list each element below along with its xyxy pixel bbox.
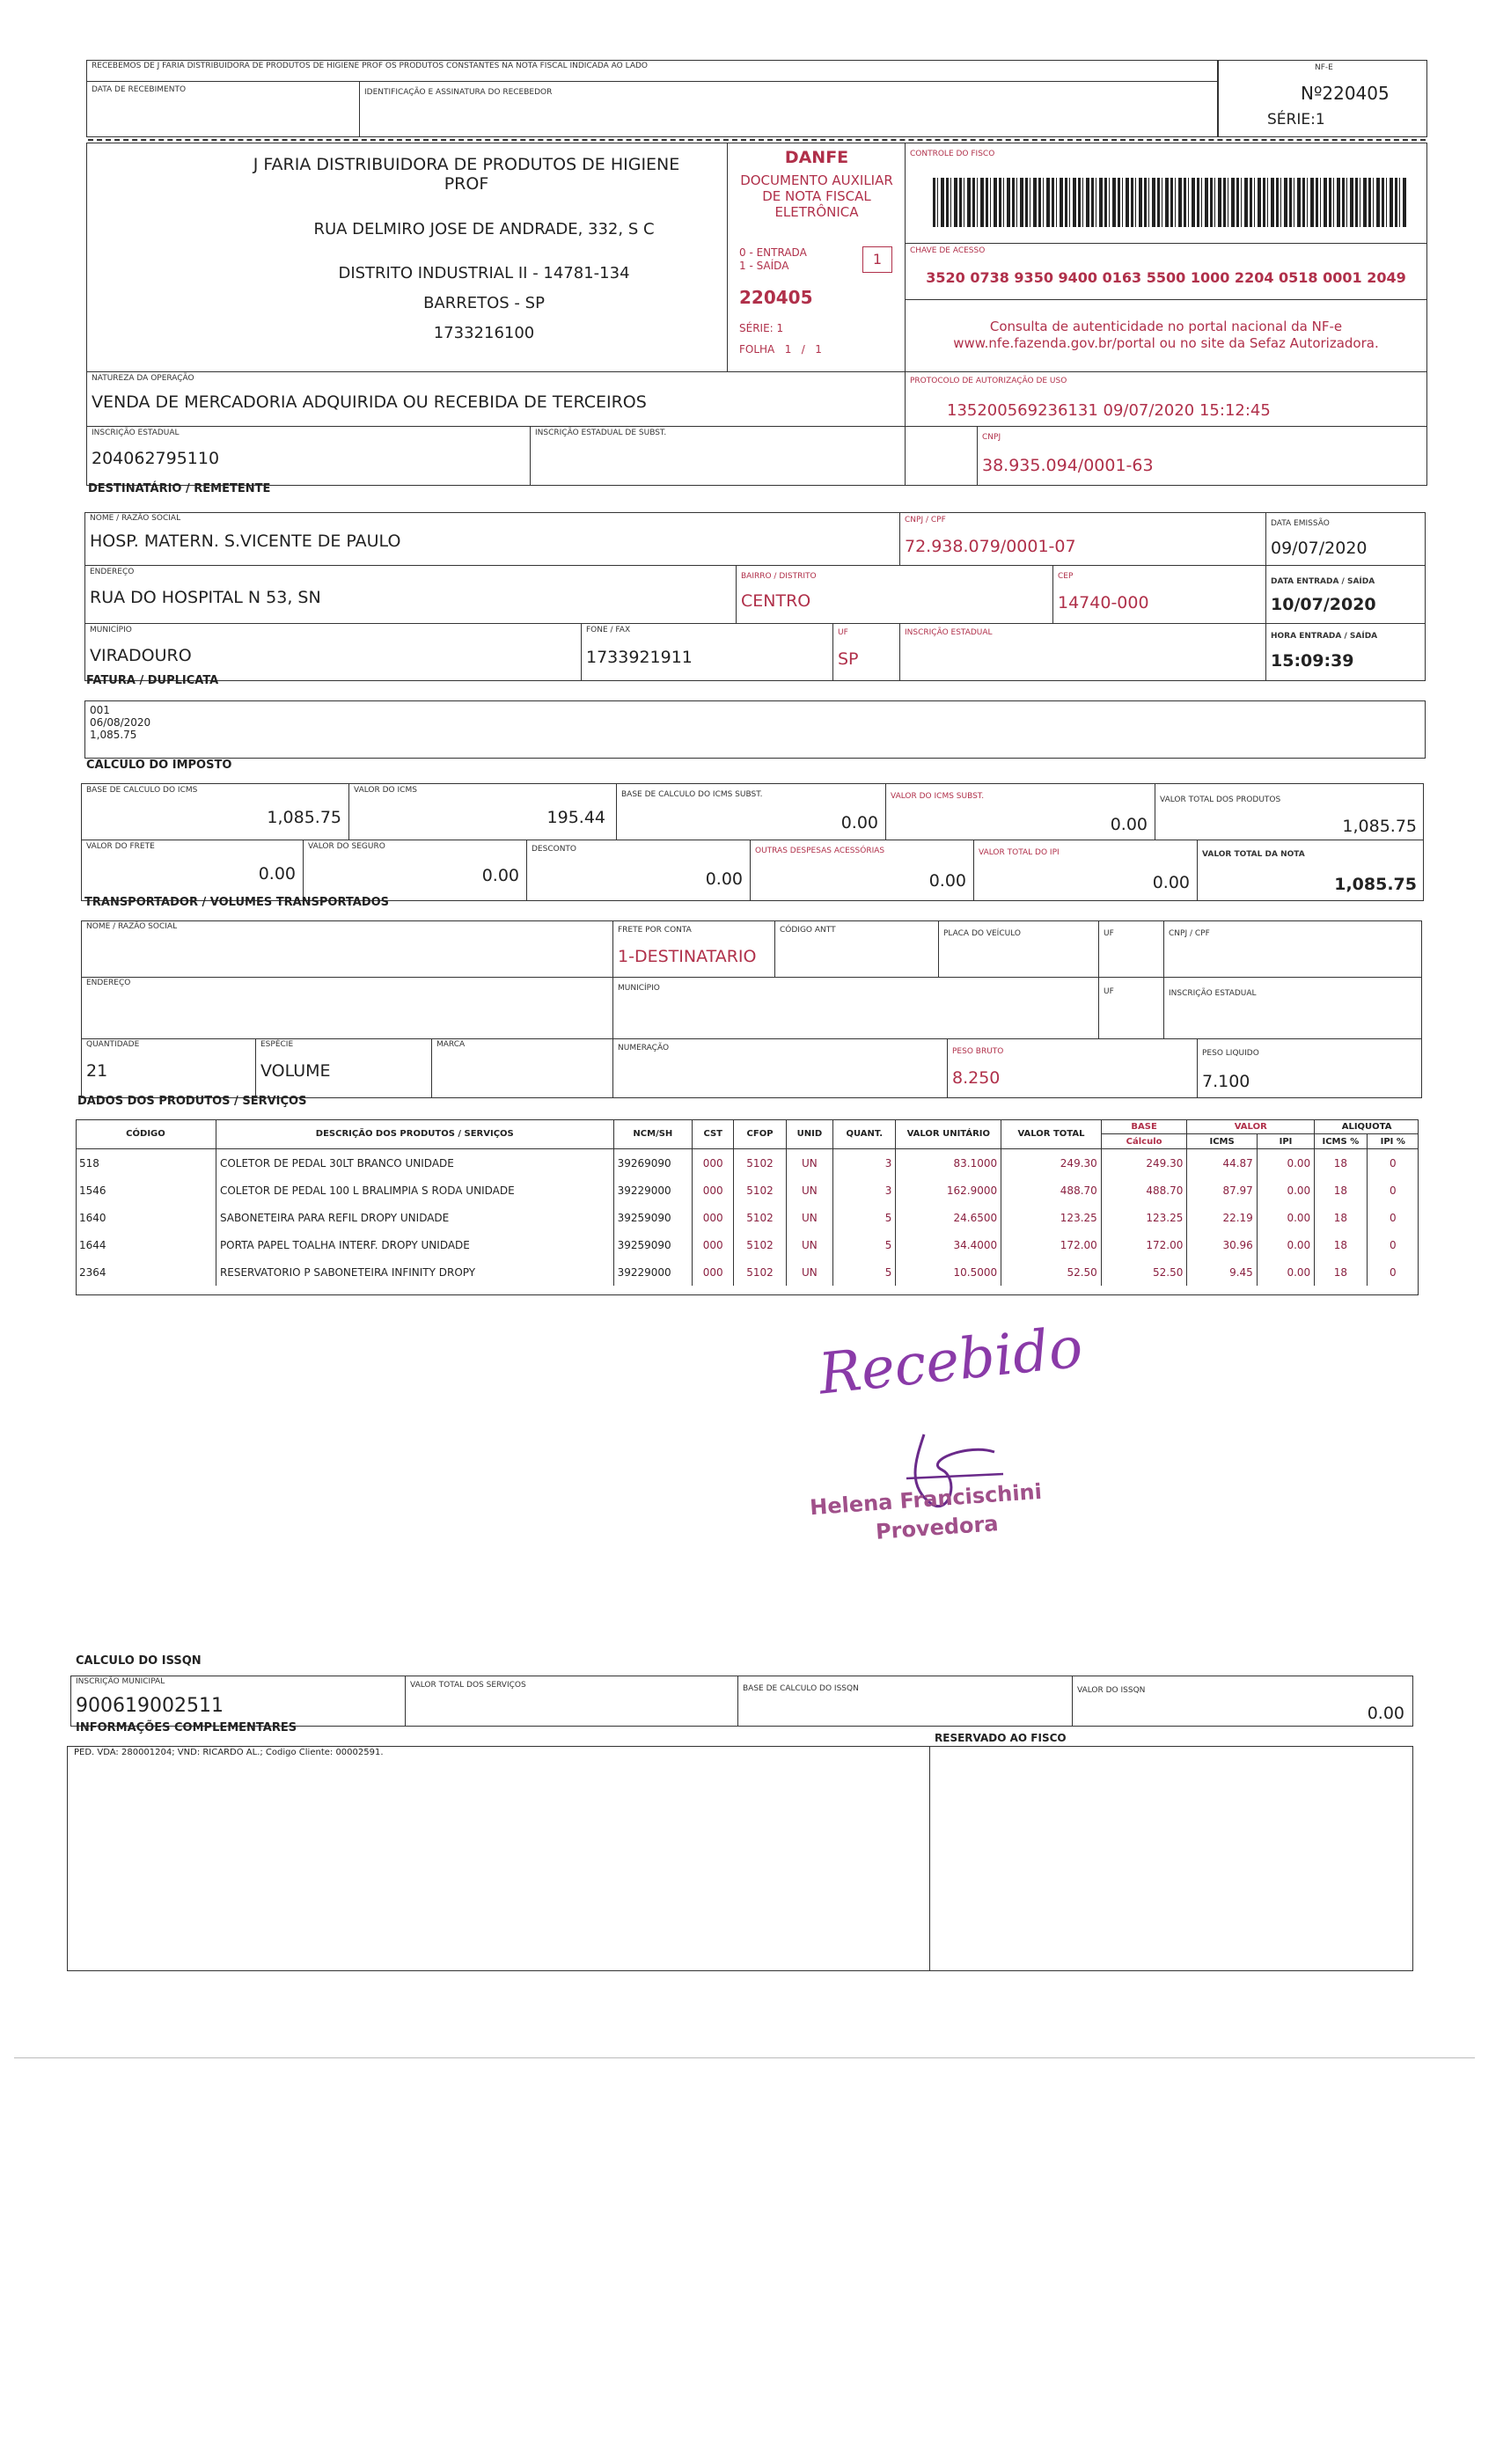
table-row [76,1177,1419,1204]
cell-ipi: 0.00 [1257,1258,1314,1286]
invoice-box [84,700,1426,759]
carrier-ie-label: INSCRIÇÃO ESTADUAL [1169,989,1257,998]
danfe-subtitle-3: ELETRÔNICA [774,204,859,220]
stamp-role: Provedora [875,1511,1000,1544]
cep-value: 14740-000 [1058,593,1149,612]
issuer-address: RUA DELMIRO JOSE DE ANDRADE, 332, S C [313,220,655,238]
cell-icms: 9.45 [1187,1258,1257,1286]
cell-total: 488.70 [1001,1177,1102,1204]
freight-account-value: 1-DESTINATARIO [618,947,757,966]
species-label: ESPÉCIE [260,1040,294,1049]
cell-base: 123.25 [1101,1204,1187,1231]
subst-base-label: BASE DE CALCULO DO ICMS SUBST. [621,790,763,799]
icms-base-label: BASE DE CALCULO DO ICMS [86,786,198,795]
issuer-name-line1: J FARIA DISTRIBUIDORA DE PRODUTOS DE HIGIENE [253,155,680,174]
cell-unit: UN [786,1149,832,1177]
time-label: HORA ENTRADA / SAÍDA [1271,632,1378,641]
col-base-sub: Cálculo [1101,1134,1187,1149]
col-ncm: NCM/SH [613,1119,693,1149]
ie-label: INSCRIÇÃO ESTADUAL [92,429,180,437]
species-value: VOLUME [260,1061,331,1081]
carrier-address-label: ENDEREÇO [86,979,131,987]
cell-code: 1640 [79,1211,106,1224]
insurance-label: VALOR DO SEGURO [308,842,385,851]
table-row [76,1231,1419,1258]
city-value: VIRADOURO [90,646,192,665]
uf-label: UF [838,628,848,637]
col-qty: QUANT. [833,1119,896,1149]
invoice-lines [90,704,150,741]
cell-code: 2364 [79,1265,106,1279]
cell-desc: PORTA PAPEL TOALHA INTERF. DROPY UNIDADE [216,1231,613,1258]
col-icms: ICMS [1187,1134,1257,1149]
issqn-value: 0.00 [1367,1704,1404,1723]
cell-ncm: 39229000 [613,1258,693,1286]
other-label: OUTRAS DESPESAS ACESSÓRIAS [755,847,885,855]
products-label: VALOR TOTAL DOS PRODUTOS [1160,796,1281,804]
cell-unit: UN [786,1204,832,1231]
emission-label: DATA EMISSÃO [1271,519,1330,528]
danfe-exit: 1 - SAÍDA [739,260,789,272]
emission-value: 09/07/2020 [1271,539,1368,558]
products-section-title: DADOS DOS PRODUTOS / SERVIÇOS [77,1095,307,1108]
additional-text: PED. VDA: 280001204; VND: RICARDO AL.; Codigo Cliente: 00002591. [74,1748,384,1757]
cell-ipi: 0.00 [1257,1231,1314,1258]
total-label: VALOR TOTAL DA NOTA [1202,850,1305,859]
col-total: VALOR TOTAL [1001,1119,1102,1149]
fisco-control-label: CONTROLE DO FISCO [910,150,995,158]
cell-ipi-pct: 0 [1367,1258,1419,1286]
cell-ipi-pct: 0 [1367,1231,1419,1258]
products-header-row [76,1119,1419,1134]
recipient-cnpj-label: CNPJ / CPF [905,516,946,524]
danfe-number: 220405 [739,287,813,308]
receipt-sign-label: IDENTIFICAÇÃO E ASSINATURA DO RECEBEDOR [364,88,553,97]
signature-received: Recebido [815,1315,1086,1408]
col-cst: CST [693,1119,734,1149]
issuer-name [220,155,713,194]
col-unit: UNID [786,1119,832,1149]
carrier-uf-label: UF [1104,929,1114,938]
cell-unit-value: 10.5000 [896,1258,1001,1286]
protocol-value: 135200569236131 09/07/2020 15:12:45 [947,401,1271,420]
cell-ncm: 39229000 [613,1177,693,1204]
issqn-services-label: VALOR TOTAL DOS SERVIÇOS [410,1681,526,1690]
discount-label: DESCONTO [532,845,577,854]
issqn-im-label: INSCRIÇÃO MUNICIPAL [76,1677,165,1686]
issqn-base-label: BASE DE CALCULO DO ISSQN [743,1684,859,1693]
cell-ipi-pct: 0 [1367,1149,1419,1177]
receipt-notice: RECEBEMOS DE J FARIA DISTRIBUIDORA DE PRODUTOS DE HIGIENE PROF OS PRODUTOS CONSTANTES NA NOTA FISCAL INDICADA AO LADO [92,62,649,70]
cell-base: 249.30 [1101,1149,1187,1177]
cell-code: 1546 [79,1184,106,1197]
recipient-name-label: NOME / RAZÃO SOCIAL [90,514,181,523]
numbering-label: NUMERAÇÃO [618,1044,670,1052]
col-base: BASE [1101,1119,1187,1134]
col-code: CÓDIGO [76,1119,216,1149]
products-value: 1,085.75 [1342,817,1417,836]
freight-value: 0.00 [258,864,296,884]
protocol-label: PROTOCOLO DE AUTORIZAÇÃO DE USO [910,377,1067,385]
city-label: MUNICÍPIO [90,626,132,634]
cell-total: 249.30 [1001,1149,1102,1177]
receipt-nfe-label: NF-E [1315,63,1333,72]
ipi-label: VALOR TOTAL DO IPI [979,848,1060,857]
cell-base: 488.70 [1101,1177,1187,1204]
cell-desc: COLETOR DE PEDAL 100 L BRALIMPIA S RODA UNIDADE [216,1177,613,1204]
cell-qty: 3 [833,1149,896,1177]
ie-value: 204062795110 [92,449,220,468]
danfe-page: FOLHA 1 / 1 [739,343,822,356]
col-icms-pct: ICMS % [1315,1134,1367,1149]
in-out-value: 10/07/2020 [1271,595,1376,614]
cell-ncm: 39269090 [613,1149,693,1177]
cell-desc: RESERVATORIO P SABONETEIRA INFINITY DROPY [216,1258,613,1286]
table-row [76,1258,1419,1286]
uf-value: SP [838,649,859,669]
gross-label: PESO BRUTO [952,1047,1004,1056]
invoice-line-3: 1,085.75 [90,729,137,741]
subst-value: 0.00 [1110,815,1148,834]
net-value: 7.100 [1202,1072,1250,1091]
qty-value: 21 [86,1061,108,1081]
freight-account-label: FRETE POR CONTA [618,926,692,935]
cnpj-label: CNPJ [982,433,1001,442]
cell-ncm: 39259090 [613,1231,693,1258]
cell-ipi: 0.00 [1257,1177,1314,1204]
cell-qty: 3 [833,1177,896,1204]
cell-total: 123.25 [1001,1204,1102,1231]
cell-code: 1644 [79,1238,106,1251]
insurance-value: 0.00 [481,866,519,885]
nature-value: VENDA DE MERCADORIA ADQUIRIDA OU RECEBIDA DE TERCEIROS [92,392,647,412]
cell-desc: COLETOR DE PEDAL 30LT BRANCO UNIDADE [216,1149,613,1177]
cell-qty: 5 [833,1231,896,1258]
discount-value: 0.00 [705,869,743,889]
cell-ncm: 39259090 [613,1204,693,1231]
subst-base-value: 0.00 [840,813,878,832]
danfe-type-box: 1 [862,246,892,273]
cell-cst: 000 [693,1231,734,1258]
cell-icms: 44.87 [1187,1149,1257,1177]
total-value: 1,085.75 [1334,875,1417,894]
cell-ipi-pct: 0 [1367,1204,1419,1231]
stamp-name: Helena Francischini [809,1478,1043,1521]
ie-subst-label: INSCRIÇÃO ESTADUAL DE SUBST. [535,429,667,437]
cell-cst: 000 [693,1149,734,1177]
cell-unit: UN [786,1231,832,1258]
additional-box [67,1746,1413,1971]
receipt-number: Nº220405 [1301,83,1390,104]
recipient-section-title: DESTINATÁRIO / REMETENTE [88,482,271,495]
danfe-series: SÉRIE: 1 [739,322,784,334]
cell-unit-value: 83.1000 [896,1149,1001,1177]
col-unit-value: VALOR UNITÁRIO [896,1119,1001,1149]
cell-ipi: 0.00 [1257,1204,1314,1231]
cell-qty: 5 [833,1204,896,1231]
issuer-name-line2: PROF [444,174,489,194]
freight-label: VALOR DO FRETE [86,842,155,851]
invoice-line-1: 001 [90,704,110,716]
icms-base-value: 1,085.75 [267,808,341,827]
cell-icms: 87.97 [1187,1177,1257,1204]
cell-icms-pct: 18 [1315,1204,1367,1231]
cell-icms-pct: 18 [1315,1149,1367,1177]
cell-cfop: 5102 [734,1258,786,1286]
district-value: CENTRO [741,591,811,611]
table-row [76,1204,1419,1231]
subst-label: VALOR DO ICMS SUBST. [891,792,985,801]
col-value: VALOR [1187,1119,1315,1134]
danfe-title: DANFE [784,148,849,167]
issqn-value-label: VALOR DO ISSQN [1077,1686,1146,1695]
cell-unit-value: 162.9000 [896,1177,1001,1204]
cell-cfop: 5102 [734,1231,786,1258]
col-ipi: IPI [1257,1134,1314,1149]
other-value: 0.00 [928,871,966,891]
danfe-subtitle [730,172,903,220]
cell-icms-pct: 18 [1315,1231,1367,1258]
fisco-consult-2: www.nfe.fazenda.gov.br/portal ou no site da Sefaz Autorizadora. [953,335,1379,351]
qty-label: QUANTIDADE [86,1040,140,1049]
col-rate: ALIQUOTA [1315,1119,1419,1134]
cell-unit: UN [786,1177,832,1204]
antt-label: CÓDIGO ANTT [780,926,836,935]
cell-icms-pct: 18 [1315,1177,1367,1204]
transport-section-title: TRANSPORTADOR / VOLUMES TRANSPORTADOS [84,896,390,909]
cell-desc: SABONETEIRA PARA REFIL DROPY UNIDADE [216,1204,613,1231]
cell-cfop: 5102 [734,1177,786,1204]
carrier-name-label: NOME / RAZÃO SOCIAL [86,922,178,931]
cut-line [88,139,1426,141]
recipient-ie-label: INSCRIÇÃO ESTADUAL [905,628,993,637]
invoice-section-title: FATURA / DUPLICATA [86,674,219,687]
fisco-consult-1: Consulta de autenticidade no portal nacional da NF-e [989,319,1343,334]
barcode [933,178,1408,227]
phone-value: 1733921911 [586,648,693,667]
cell-ipi-pct: 0 [1367,1177,1419,1204]
cell-unit-value: 34.4000 [896,1231,1001,1258]
brand-label: MARCA [436,1040,466,1049]
col-desc: DESCRIÇÃO DOS PRODUTOS / SERVIÇOS [216,1119,613,1149]
recipient-cnpj: 72.938.079/0001-07 [905,537,1076,556]
issqn-section-title: CALCULO DO ISSQN [76,1654,202,1668]
cell-total: 172.00 [1001,1231,1102,1258]
receipt-series: SÉRIE:1 [1267,111,1325,128]
cell-cfop: 5102 [734,1204,786,1231]
ipi-value: 0.00 [1152,873,1190,892]
net-label: PESO LIQUIDO [1202,1049,1259,1058]
cell-base: 172.00 [1101,1231,1187,1258]
phone-label: FONE / FAX [586,626,631,634]
cell-qty: 5 [833,1258,896,1286]
danfe-subtitle-1: DOCUMENTO AUXILIAR [740,172,893,188]
tax-section-title: CALCULO DO IMPOSTO [86,759,232,772]
cell-cfop: 5102 [734,1149,786,1177]
carrier-city-label: MUNICÍPIO [618,984,660,993]
cell-total: 52.50 [1001,1258,1102,1286]
invoice-line-2: 06/08/2020 [90,716,151,729]
cnpj-value: 38.935.094/0001-63 [982,456,1154,475]
cell-icms: 30.96 [1187,1231,1257,1258]
carrier-uf2-label: UF [1104,987,1114,996]
district-label: BAIRRO / DISTRITO [741,572,817,581]
address-label: ENDEREÇO [90,568,135,576]
plate-label: PLACA DO VEÍCULO [943,929,1021,938]
in-out-label: DATA ENTRADA / SAÍDA [1271,577,1375,586]
issuer-district: DISTRITO INDUSTRIAL II - 14781-134 [338,264,630,282]
nature-label: NATUREZA DA OPERAÇÃO [92,374,194,383]
time-value: 15:09:39 [1271,651,1354,671]
col-cfop: CFOP [734,1119,786,1149]
col-ipi-pct: IPI % [1367,1134,1419,1149]
cell-cst: 000 [693,1258,734,1286]
carrier-cnpj-label: CNPJ / CPF [1169,929,1210,938]
fisco-consult [906,319,1426,352]
issqn-im-value: 900619002511 [76,1695,224,1717]
recipient-name: HOSP. MATERN. S.VICENTE DE PAULO [90,532,401,551]
issuer-city: BARRETOS - SP [423,294,545,312]
cell-cst: 000 [693,1204,734,1231]
cell-icms: 22.19 [1187,1204,1257,1231]
issuer-phone: 1733216100 [433,324,535,342]
cell-base: 52.50 [1101,1258,1187,1286]
danfe-subtitle-2: DE NOTA FISCAL [762,188,871,204]
cell-code: 518 [79,1156,99,1170]
receipt-date-label: DATA DE RECEBIMENTO [92,85,187,94]
gross-value: 8.250 [952,1068,1001,1088]
icms-value: 195.44 [546,808,605,827]
cep-label: CEP [1058,572,1074,581]
additional-section-title: INFORMAÇÕES COMPLEMENTARES [76,1721,297,1734]
reserved-title: RESERVADO AO FISCO [935,1732,1067,1744]
cell-ipi: 0.00 [1257,1149,1314,1177]
address-value: RUA DO HOSPITAL N 53, SN [90,588,321,607]
fisco-key-label: CHAVE DE ACESSO [910,246,986,255]
fisco-key: 3520 0738 9350 9400 0163 5500 1000 2204 0518 0001 2049 [926,269,1406,286]
page-bottom-rule [14,2057,1475,2058]
icms-label: VALOR DO ICMS [354,786,417,795]
cell-unit: UN [786,1258,832,1286]
products-table [76,1119,1419,1286]
cell-icms-pct: 18 [1315,1258,1367,1286]
table-row [76,1149,1419,1177]
receipt-stub [86,60,1218,137]
danfe-entry: 0 - ENTRADA [739,246,807,259]
cell-cst: 000 [693,1177,734,1204]
cell-unit-value: 24.6500 [896,1204,1001,1231]
